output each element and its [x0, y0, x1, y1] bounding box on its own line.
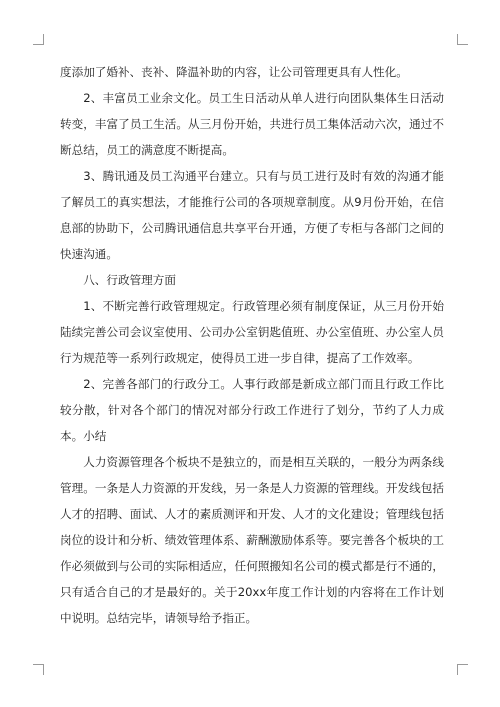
paragraph-summary: 人力资源管理各个板块不是独立的，而是相互关联的，一般分为两条线管理。一条是人力资源的开发线，另一条是人力资源的管理线。开发线包括人才的招聘、面试、人才的素质测评和开发、人才的文化建设；管理线包括岗位的设计和分析、绩效管理体系、薪酬激励体系等。要完善各个板块的工作必须做到与公司的实际相适应，任何照搬知名公司的模式都是行不通的，只有适合自己的才是最好的。关于20xx年度工作计划的内容将在工作计划中说明。总结完毕，请领导给予指正。	[60, 455, 444, 625]
paragraph-admin-rules: 1、不断完善行政管理规定。行政管理必须有制度保证，从三月份开始陆续完善公司会议室使用、公司办公室钥匙值班、办公室值班、办公室人员行为规范等一系列行政规定，使得员工进一步自律，提高了工作效率。	[60, 299, 444, 365]
paragraph-admin-division: 2、完善各部门的行政分工。人事行政部是新成立部门而且行政工作比较分散，针对各个部门的情况对部分行政工作进行了划分，节约了人力成本。小结	[60, 377, 444, 443]
document-body	[60, 59, 444, 631]
section-heading-admin: 八、行政管理方面	[83, 273, 176, 287]
crop-mark-top-right	[457, 34, 468, 45]
crop-mark-bottom-right	[457, 664, 468, 675]
crop-mark-bottom-left	[33, 664, 44, 675]
crop-mark-top-left	[33, 34, 44, 45]
paragraph-communication-platform: 3、腾讯通及员工沟通平台建立。只有与员工进行及时有效的沟通才能了解员工的真实想法，才能推行公司的各项规章制度。从9月份开始，在信息部的协助下，公司腾讯通信息共享平台开通，方便了专柜与各部门之间的快速沟通。	[60, 169, 444, 261]
paragraph-continuation: 度添加了婚补、丧补、降温补助的内容，让公司管理更具有人性化。	[60, 65, 408, 79]
paragraph-employee-culture: 2、丰富员工业余文化。员工生日活动从单人进行向团队集体生日活动转变，丰富了员工生活。从三月份开始，共进行员工集体活动六次，通过不断总结，员工的满意度不断提高。	[60, 91, 444, 157]
